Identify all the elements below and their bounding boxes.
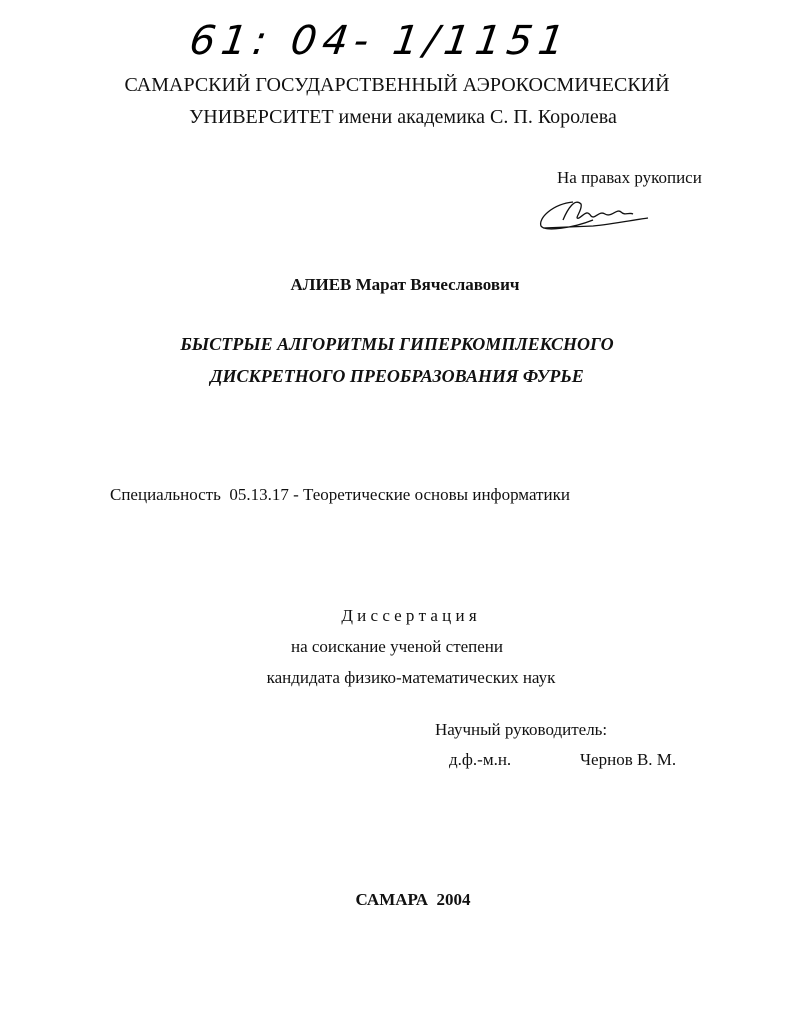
university-line-1: САМАРСКИЙ ГОСУДАРСТВЕННЫЙ АЭРОКОСМИЧЕСКИЙ (124, 74, 670, 96)
author-name: АЛИЕВ Марат Вячеславович (290, 275, 520, 294)
supervisor-name: Чернов В. М. (580, 750, 677, 769)
dissertation-degree-line: на соискание ученой степени (290, 637, 504, 656)
dissertation-heading: Д и с с е р т а ц и я (341, 606, 477, 625)
specialty: Специальность 05.13.17 - Теоретические основы информатики (110, 485, 570, 504)
university-line-2: УНИВЕРСИТЕТ имени академика С. П. Королева (189, 106, 617, 128)
dissertation-field-line: кандидата физико-математических наук (266, 668, 556, 687)
city-year: САМАРА 2004 (355, 890, 471, 909)
signature (533, 190, 653, 240)
handwritten-archive-code: 61: 04- 1/1151 (186, 18, 574, 64)
manuscript-rights: На правах рукописи (557, 168, 702, 187)
supervisor-label: Научный руководитель: (435, 720, 608, 739)
title-line-1: БЫСТРЫЕ АЛГОРИТМЫ ГИПЕРКОМПЛЕКСНОГО (180, 334, 614, 354)
title-line-2: ДИСКРЕТНОГО ПРЕОБРАЗОВАНИЯ ФУРЬЕ (210, 366, 584, 386)
supervisor-degree: д.ф.-м.н. (449, 750, 512, 769)
